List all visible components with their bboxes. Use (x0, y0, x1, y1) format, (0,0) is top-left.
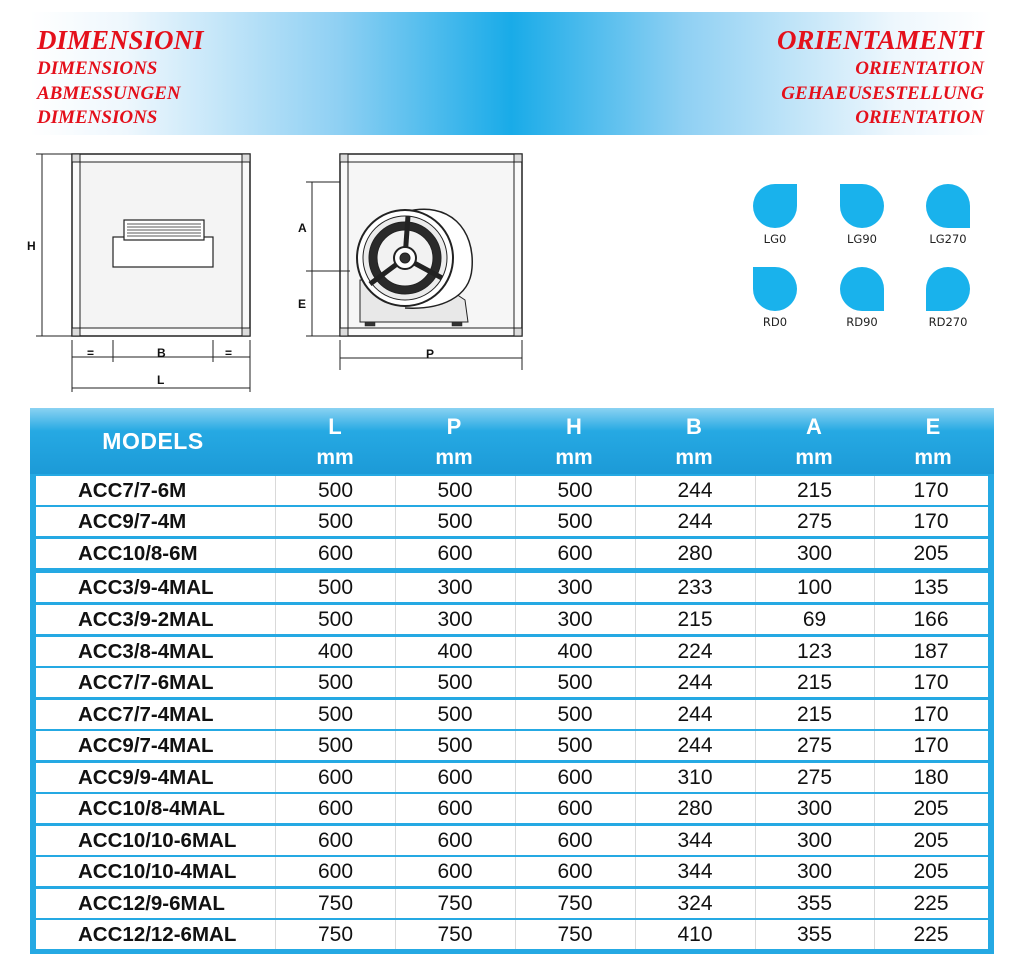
table-row (36, 920, 988, 949)
value-cell: 170 (913, 702, 949, 726)
model-cell: ACC12/12-6MAL (36, 920, 276, 949)
value-cell: 300 (395, 573, 516, 602)
value-cell: 500 (515, 476, 636, 505)
value-cell: 600 (276, 857, 396, 886)
value-cell: 600 (395, 539, 516, 568)
col-unit: mm (795, 446, 833, 469)
value-cell: 750 (515, 920, 636, 949)
model-cell: ACC3/9-2MAL (36, 605, 276, 634)
title-dimensions-it: DIMENSIONI (37, 25, 204, 55)
value-cell: 500 (395, 668, 516, 697)
orientation-label: LG0 (763, 232, 787, 246)
label-h: H (27, 239, 36, 253)
value-cell: 215 (635, 605, 756, 634)
value-cell: 400 (276, 637, 396, 666)
label-l: L (157, 373, 165, 387)
orientation-label: LG90 (847, 232, 877, 246)
value-cell: 244 (635, 700, 756, 729)
value-cell: 500 (276, 668, 396, 697)
value-cell: 180 (913, 765, 949, 789)
value-cell: 205 (913, 828, 949, 852)
value-cell: 500 (515, 668, 636, 697)
value-cell: 170 (913, 670, 949, 694)
model-cell: ACC3/8-4MAL (36, 637, 276, 666)
value-cell: 275 (755, 763, 875, 792)
model-cell: ACC9/9-4MAL (36, 763, 276, 792)
value-cell: 244 (635, 476, 756, 505)
value-cell: 280 (635, 539, 756, 568)
rd270-icon (924, 265, 972, 313)
value-cell: 233 (635, 573, 756, 602)
value-cell: 225 (913, 922, 949, 946)
value-cell: 600 (515, 794, 636, 823)
value-cell: 280 (635, 794, 756, 823)
title-dimensions-de: ABMESSUNGEN (37, 83, 181, 104)
col-name: B (686, 414, 702, 439)
model-cell: ACC3/9-4MAL (36, 573, 276, 602)
value-cell: 205 (913, 859, 949, 883)
model-cell: ACC10/10-4MAL (36, 857, 276, 886)
value-cell: 225 (913, 891, 949, 915)
value-cell: 500 (395, 476, 516, 505)
value-cell: 300 (755, 539, 875, 568)
title-orientation-it: ORIENTAMENTI (776, 25, 984, 55)
col-name: E (925, 414, 941, 439)
orientation-rd270 (918, 265, 978, 329)
value-cell: 600 (395, 857, 516, 886)
value-cell: 600 (395, 794, 516, 823)
col-header-p (395, 408, 513, 474)
rd90-icon (838, 265, 886, 313)
model-cell: ACC10/10-6MAL (36, 826, 276, 855)
value-cell: 187 (913, 639, 949, 663)
value-cell: 244 (635, 731, 756, 760)
lg0-icon (751, 182, 799, 230)
value-cell: 215 (755, 668, 875, 697)
table-row (36, 476, 988, 505)
rd0-icon (751, 265, 799, 313)
value-cell: 500 (395, 507, 516, 536)
model-cell: ACC10/8-6M (36, 539, 276, 568)
value-cell: 215 (755, 700, 875, 729)
value-cell: 500 (276, 605, 396, 634)
table-row (36, 605, 988, 634)
table-row (36, 637, 988, 666)
table-row (36, 731, 988, 760)
value-cell: 275 (755, 507, 875, 536)
table-row (36, 826, 988, 855)
table-row (36, 539, 988, 568)
value-cell: 410 (635, 920, 756, 949)
table-header (30, 408, 994, 474)
value-cell: 275 (755, 731, 875, 760)
value-cell: 500 (276, 476, 396, 505)
value-cell: 600 (395, 826, 516, 855)
value-cell: 500 (515, 731, 636, 760)
value-cell: 600 (515, 539, 636, 568)
value-cell: 600 (395, 763, 516, 792)
value-cell: 224 (635, 637, 756, 666)
value-cell: 600 (276, 539, 396, 568)
value-cell: 750 (276, 889, 396, 918)
col-header-a (755, 408, 873, 474)
col-unit: mm (435, 446, 473, 469)
value-cell: 500 (276, 700, 396, 729)
dimension-drawing (20, 140, 540, 400)
model-cell: ACC7/7-6MAL (36, 668, 276, 697)
value-cell: 500 (276, 507, 396, 536)
value-cell: 300 (515, 605, 636, 634)
lg90-icon (838, 182, 886, 230)
value-cell: 69 (755, 605, 875, 634)
col-name: L (328, 414, 342, 439)
value-cell: 400 (395, 637, 516, 666)
value-cell: 600 (276, 794, 396, 823)
value-cell: 750 (395, 889, 516, 918)
value-cell: 344 (635, 857, 756, 886)
table-row (36, 573, 988, 602)
value-cell: 500 (276, 731, 396, 760)
value-cell: 205 (913, 796, 949, 820)
title-orientation-de: GEHAEUSESTELLUNG (781, 83, 984, 104)
value-cell: 170 (913, 733, 949, 757)
value-cell: 166 (913, 607, 949, 631)
orientation-rd0 (745, 265, 805, 329)
lg270-icon (924, 182, 972, 230)
model-cell: ACC7/7-6M (36, 476, 276, 505)
col-unit: mm (675, 446, 713, 469)
model-cell: ACC9/7-4M (36, 507, 276, 536)
label-e: E (298, 297, 307, 311)
value-cell: 244 (635, 507, 756, 536)
model-cell: ACC12/9-6MAL (36, 889, 276, 918)
title-dimensions-fr: DIMENSIONS (37, 107, 158, 128)
value-cell: 750 (515, 889, 636, 918)
value-cell: 300 (755, 857, 875, 886)
value-cell: 750 (395, 920, 516, 949)
value-cell: 355 (755, 920, 875, 949)
dimension-h (36, 154, 72, 336)
col-name: H (566, 414, 582, 439)
col-name: P (446, 414, 462, 439)
value-cell: 500 (515, 507, 636, 536)
table-row (36, 857, 988, 886)
orientation-lg270 (918, 182, 978, 246)
orientation-label: RD90 (846, 315, 878, 329)
table-row (36, 794, 988, 823)
value-cell: 500 (395, 700, 516, 729)
value-cell: 324 (635, 889, 756, 918)
value-cell: 205 (913, 541, 949, 565)
table-row (36, 763, 988, 792)
front-view (72, 154, 250, 336)
value-cell: 400 (515, 637, 636, 666)
orientation-rd90 (832, 265, 892, 329)
col-unit: mm (316, 446, 354, 469)
value-cell: 300 (755, 826, 875, 855)
models-header: MODELS (102, 427, 204, 454)
label-b: B (157, 346, 166, 360)
title-orientation-fr: ORIENTATION (855, 107, 984, 128)
value-cell: 100 (755, 573, 875, 602)
orientation-label: LG270 (929, 232, 967, 246)
model-cell: ACC10/8-4MAL (36, 794, 276, 823)
value-cell: 750 (276, 920, 396, 949)
value-cell: 600 (515, 763, 636, 792)
orientation-lg90 (832, 182, 892, 246)
value-cell: 170 (913, 478, 949, 502)
label-equal-right: = (225, 346, 233, 360)
label-a: A (298, 221, 307, 235)
orientation-legend (740, 170, 1000, 350)
table-row (36, 700, 988, 729)
title-orientation-en: ORIENTATION (855, 58, 984, 79)
model-cell: ACC7/7-4MAL (36, 700, 276, 729)
value-cell: 600 (276, 826, 396, 855)
table-row (36, 507, 988, 536)
col-header-e (874, 408, 992, 474)
dimensions-table (30, 408, 994, 954)
value-cell: 300 (755, 794, 875, 823)
value-cell: 600 (515, 857, 636, 886)
value-cell: 310 (635, 763, 756, 792)
value-cell: 300 (515, 573, 636, 602)
value-cell: 600 (515, 826, 636, 855)
value-cell: 135 (913, 575, 949, 599)
col-name: A (806, 414, 822, 439)
table-row (36, 668, 988, 697)
col-header-l (276, 408, 394, 474)
col-header-h (515, 408, 633, 474)
orientation-label: RD0 (762, 315, 788, 329)
value-cell: 215 (755, 476, 875, 505)
title-dimensions-en: DIMENSIONS (37, 58, 158, 79)
orientation-lg0 (745, 182, 805, 246)
value-cell: 355 (755, 889, 875, 918)
label-p: P (426, 347, 435, 361)
value-cell: 500 (515, 700, 636, 729)
col-unit: mm (914, 446, 952, 469)
value-cell: 344 (635, 826, 756, 855)
label-equal-left: = (87, 346, 95, 360)
model-cell: ACC9/7-4MAL (36, 731, 276, 760)
value-cell: 500 (276, 573, 396, 602)
col-unit: mm (555, 446, 593, 469)
orientation-label: RD270 (928, 315, 968, 329)
table-row (36, 889, 988, 918)
value-cell: 300 (395, 605, 516, 634)
value-cell: 123 (755, 637, 875, 666)
col-header-b (635, 408, 753, 474)
value-cell: 600 (276, 763, 396, 792)
value-cell: 244 (635, 668, 756, 697)
value-cell: 170 (913, 509, 949, 533)
side-view (340, 154, 522, 336)
value-cell: 500 (395, 731, 516, 760)
